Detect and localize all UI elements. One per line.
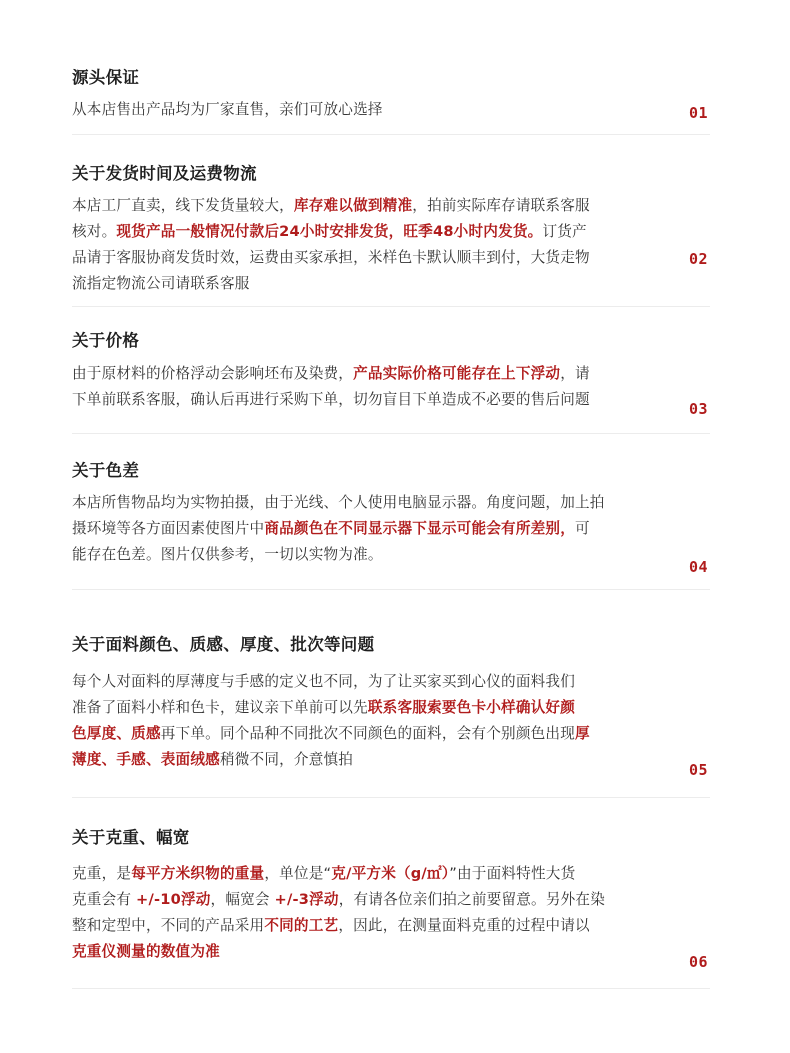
body-line xyxy=(72,271,672,297)
body-text: 品请于客服协商发货时效，运费由买家承担，米样色卡默认顺丰到付，大货走物 xyxy=(72,249,590,266)
body-line xyxy=(72,913,672,939)
section-body xyxy=(72,861,672,965)
body-text: 准备了面料小样和色卡，建议亲下单前可以先 xyxy=(72,699,368,716)
body-text: 流指定物流公司请联系客服 xyxy=(72,275,250,292)
section-number: 06 xyxy=(688,953,708,971)
body-text: 可 xyxy=(575,520,590,537)
highlight-text: 联系客服索要色卡小样确认好颜 xyxy=(367,699,576,716)
section-divider xyxy=(72,433,710,434)
highlight-text: 薄度、手感、表面绒感 xyxy=(72,751,220,768)
section-title: 源头保证 xyxy=(72,68,140,87)
section-body xyxy=(72,669,672,773)
body-text: 克重会有 xyxy=(72,891,137,908)
body-text: 核对。 xyxy=(72,223,117,240)
body-text: 每个人对面料的厚薄度与手感的定义也不同，为了让买家买到心仪的面料我们 xyxy=(72,673,575,690)
body-text: 整和定型中，不同的产品采用 xyxy=(72,917,265,934)
body-line xyxy=(72,721,672,747)
section-title: 关于色差 xyxy=(72,461,140,480)
body-line xyxy=(72,939,672,965)
body-text: 下单前联系客服，确认后再进行采购下单，切勿盲目下单造成不必要的售后问题 xyxy=(72,391,590,408)
body-text: 能存在色差。图片仅供参考，一切以实物为准。 xyxy=(72,546,383,563)
highlight-text: 产品实际价格可能存在上下浮动 xyxy=(353,365,561,382)
section-divider xyxy=(72,589,710,590)
section-number: 04 xyxy=(688,558,708,576)
body-text: ，幅宽会 xyxy=(210,891,275,908)
body-line xyxy=(72,861,672,887)
body-text: ，有请各位亲们拍之前要留意。另外在染 xyxy=(338,891,606,908)
body-line xyxy=(72,387,672,413)
highlight-text: +/-3浮动 xyxy=(274,891,339,908)
body-text: 订货产 xyxy=(542,223,587,240)
section-body xyxy=(72,97,672,123)
body-text: 由于原材料的价格浮动会影响坯布及染费， xyxy=(72,365,354,382)
section-title: 关于面料颜色、质感、厚度、批次等问题 xyxy=(72,635,375,654)
section-number: 02 xyxy=(688,250,708,268)
body-text: ，单位是“ xyxy=(264,865,332,882)
body-line xyxy=(72,887,672,913)
section-number: 03 xyxy=(688,400,708,418)
body-line xyxy=(72,361,672,387)
highlight-text: 库存难以做到精准 xyxy=(293,197,413,214)
body-text: 摄环境等各方面因素使图片中 xyxy=(72,520,265,537)
body-text: ，因此，在测量面料克重的过程中请以 xyxy=(338,917,590,934)
section-divider xyxy=(72,134,710,135)
body-text: ”由于面料特性大货 xyxy=(449,865,576,882)
body-text: 本店工厂直卖，线下发货量较大， xyxy=(72,197,294,214)
section-title: 关于克重、幅宽 xyxy=(72,828,190,847)
body-text: 再下单。同个品种不同批次不同颜色的面料，会有个别颜色出现 xyxy=(160,725,575,742)
highlight-text: 现货产品一般情况付款后24小时安排发货，旺季48小时内发货。 xyxy=(116,223,543,240)
highlight-text: 商品颜色在不同显示器下显示可能会有所差别， xyxy=(264,520,575,537)
body-line xyxy=(72,747,672,773)
body-text: ，拍前实际库存请联系客服 xyxy=(412,197,590,214)
section-body xyxy=(72,361,672,413)
highlight-text: 克重仪测量的数值为准 xyxy=(72,943,220,960)
section-body xyxy=(72,490,672,568)
body-text: 从本店售出产品均为厂家直售，亲们可放心选择 xyxy=(72,101,383,118)
section-divider xyxy=(72,797,710,798)
section-title: 关于发货时间及运费物流 xyxy=(72,164,257,183)
highlight-text: 克/平方米（g/㎡） xyxy=(331,865,450,882)
highlight-text: 色厚度、质感 xyxy=(72,725,161,742)
body-line xyxy=(72,695,672,721)
body-line xyxy=(72,245,672,271)
body-line xyxy=(72,219,672,245)
highlight-text: 厚 xyxy=(575,725,590,742)
section-divider xyxy=(72,306,710,307)
body-line xyxy=(72,516,672,542)
highlight-text: +/-10浮动 xyxy=(136,891,211,908)
highlight-text: 每平方米织物的重量 xyxy=(131,865,265,882)
body-line xyxy=(72,490,672,516)
section-number: 01 xyxy=(688,104,708,122)
highlight-text: 不同的工艺 xyxy=(264,917,339,934)
body-line xyxy=(72,97,672,123)
section-body xyxy=(72,193,672,297)
body-line xyxy=(72,669,672,695)
body-text: ，请 xyxy=(560,365,590,382)
section-title: 关于价格 xyxy=(72,331,140,350)
body-line xyxy=(72,542,672,568)
section-divider xyxy=(72,988,710,989)
body-text: 克重，是 xyxy=(72,865,132,882)
body-text: 本店所售物品均为实物拍摄，由于光线、个人使用电脑显示器。角度问题，加上拍 xyxy=(72,494,605,511)
body-line xyxy=(72,193,672,219)
body-text: 稍微不同，介意慎拍 xyxy=(219,751,354,768)
section-number: 05 xyxy=(688,761,708,779)
